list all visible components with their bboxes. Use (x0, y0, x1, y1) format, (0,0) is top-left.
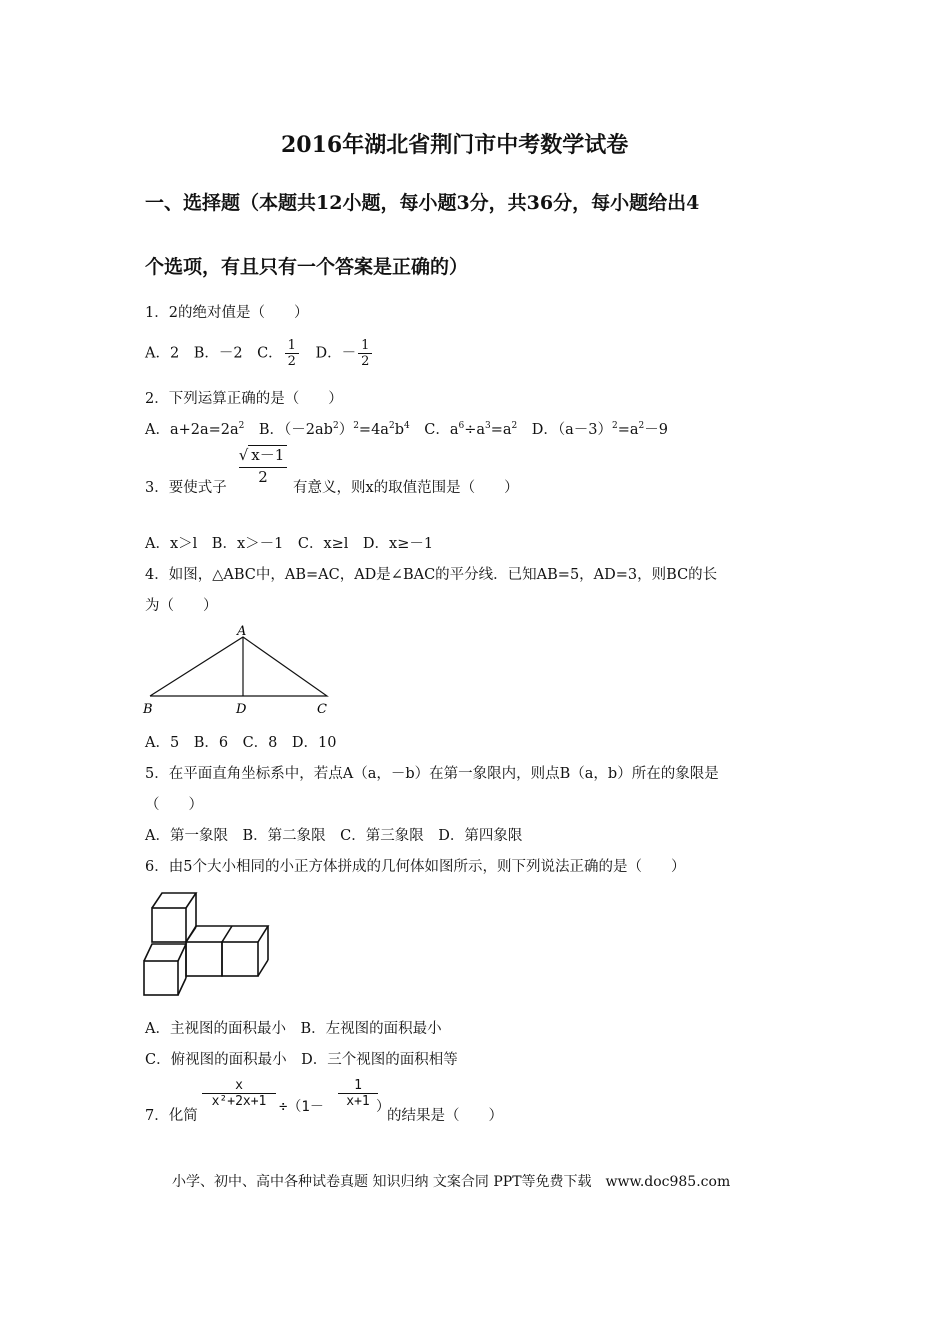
q3-options: A．x＞l B．x＞－1 C．x≥l D．x≥－1 (145, 536, 434, 552)
q4-triangle-figure (140, 622, 340, 718)
q7-f2-numerator: 1 (338, 1078, 378, 1094)
q7-f1-numerator: x (202, 1078, 276, 1094)
q7-divide-part: ÷（1－ (279, 1099, 324, 1115)
page-footer: 小学、初中、高中各种试卷真题 知识归纳 文案合同 PPT等免费下载 www.doc985.com (172, 1174, 731, 1190)
page-title: 2016年湖北省荆门市中考数学试卷 (281, 132, 629, 158)
section-heading-line1: 一、选择题（本题共12小题，每小题3分，共36分，每小题给出4 (145, 192, 700, 214)
q4-options: A．5 B．6 C．8 D．10 (145, 735, 337, 751)
q1-option-d: D．－ (300, 345, 357, 362)
q3-denominator: 2 (258, 468, 268, 486)
q1-fraction-c: $\frac{1}{2}$ (285, 338, 299, 369)
q5-stem-line1: 5．在平面直角坐标系中，若点A（a，－b）在第一象限内，则点B（a，b）所在的象限是 (145, 766, 719, 782)
q1-options-ab: A．2 B．－2 C． (145, 345, 283, 362)
q6-cubes-figure (140, 888, 270, 1000)
q7-f2-denominator: x+1 (346, 1094, 370, 1109)
q2-options: A．$a+2a=2a^2$ B．$(-2ab^2)^2=4a^2b^4$ C．$a^6\div a^3=a^2$ D．$(a-3)^2=a^2-9$ (145, 421, 669, 438)
q6-options-line1: A．主视图的面积最小 B．左视图的面积最小 (145, 1021, 442, 1037)
q3-prefix: 3．要使式子 (145, 480, 227, 496)
q2-stem: 2．下列运算正确的是（ ） (145, 391, 343, 407)
q7-prefix: 7．化简 (145, 1108, 198, 1124)
q1-options (145, 338, 374, 369)
q6-options-line2: C．俯视图的面积最小 D．三个视图的面积相等 (145, 1052, 458, 1068)
q4-label-c: C (317, 702, 327, 717)
q7-close-paren: ） (376, 1099, 390, 1115)
section-heading-line2: 个选项，有且只有一个答案是正确的） (145, 256, 469, 278)
q5-stem-line2: （ ） (145, 797, 203, 813)
q4-stem-line1: 4．如图，△ABC中，AB=AC，AD是∠BAC的平分线．已知AB=5，AD=3，则BC的长 (145, 567, 718, 583)
q7-fraction-1 (202, 1078, 276, 1109)
q4-label-a: A (237, 624, 247, 639)
q5-options: A．第一象限 B．第二象限 C．第三象限 D．第四象限 (145, 828, 523, 844)
q7-fraction-2 (338, 1078, 378, 1109)
q1-fraction-d: $\frac{1}{2}$ (358, 338, 372, 369)
q1-stem: 1．2的绝对值是（ ） (145, 305, 309, 321)
q6-stem: 6．由5个大小相同的小正方体拼成的几何体如图所示，则下列说法正确的是（ ） (145, 859, 686, 875)
q3-suffix: 有意义，则x的取值范围是（ ） (293, 480, 519, 496)
q7-f1-denominator: x²+2x+1 (211, 1094, 267, 1109)
q4-stem-line2: 为（ ） (145, 598, 218, 614)
q4-label-b: B (143, 702, 153, 717)
q4-label-d: D (236, 702, 247, 717)
q7-suffix: 的结果是（ ） (387, 1108, 503, 1124)
q3-expression: √ x－1 2 (232, 444, 294, 486)
q3-radicand: x－1 (248, 445, 287, 464)
